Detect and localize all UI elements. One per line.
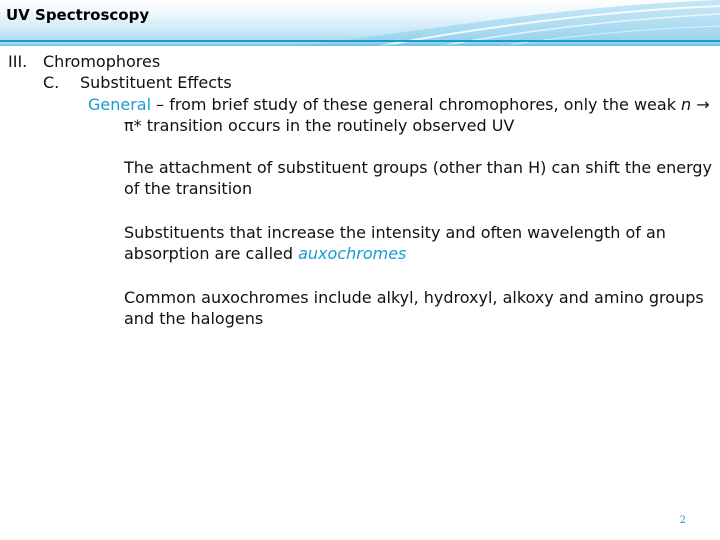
paragraph-common-line2: and the halogens [124, 309, 264, 328]
paragraph-general [88, 94, 713, 115]
paragraph-attachment-line2: of the transition [124, 179, 253, 198]
n-symbol: n [681, 95, 692, 114]
subsection-label: Substituent Effects [80, 73, 232, 92]
general-label: General [88, 95, 152, 114]
header-banner [0, 0, 720, 46]
paragraph-common-line1: Common auxochromes include alkyl, hydroxyl, alkoxy and amino groups [124, 288, 704, 307]
slide-title: UV Spectroscopy [6, 6, 150, 24]
paragraph-attachment-line1: The attachment of substituent groups (other than H) can shift the energy [124, 158, 713, 177]
auxochrome-prefix: absorption are called [124, 244, 299, 263]
page-number: 2 [679, 515, 686, 526]
paragraph-auxochrome-line2 [124, 243, 406, 264]
section-number: III. [8, 52, 28, 71]
subsection-letter: C. [43, 73, 60, 92]
general-text: – from brief study of these general chromophores, only the weak [151, 95, 682, 114]
paragraph-auxochrome-line1: Substituents that increase the intensity and often wavelength of an [124, 223, 666, 242]
arrow-icon: → [691, 95, 710, 114]
auxochromes-term: auxochromes [298, 244, 407, 263]
general-text-continued: π* transition occurs in the routinely observed UV [124, 116, 515, 135]
section-label: Chromophores [43, 52, 161, 71]
